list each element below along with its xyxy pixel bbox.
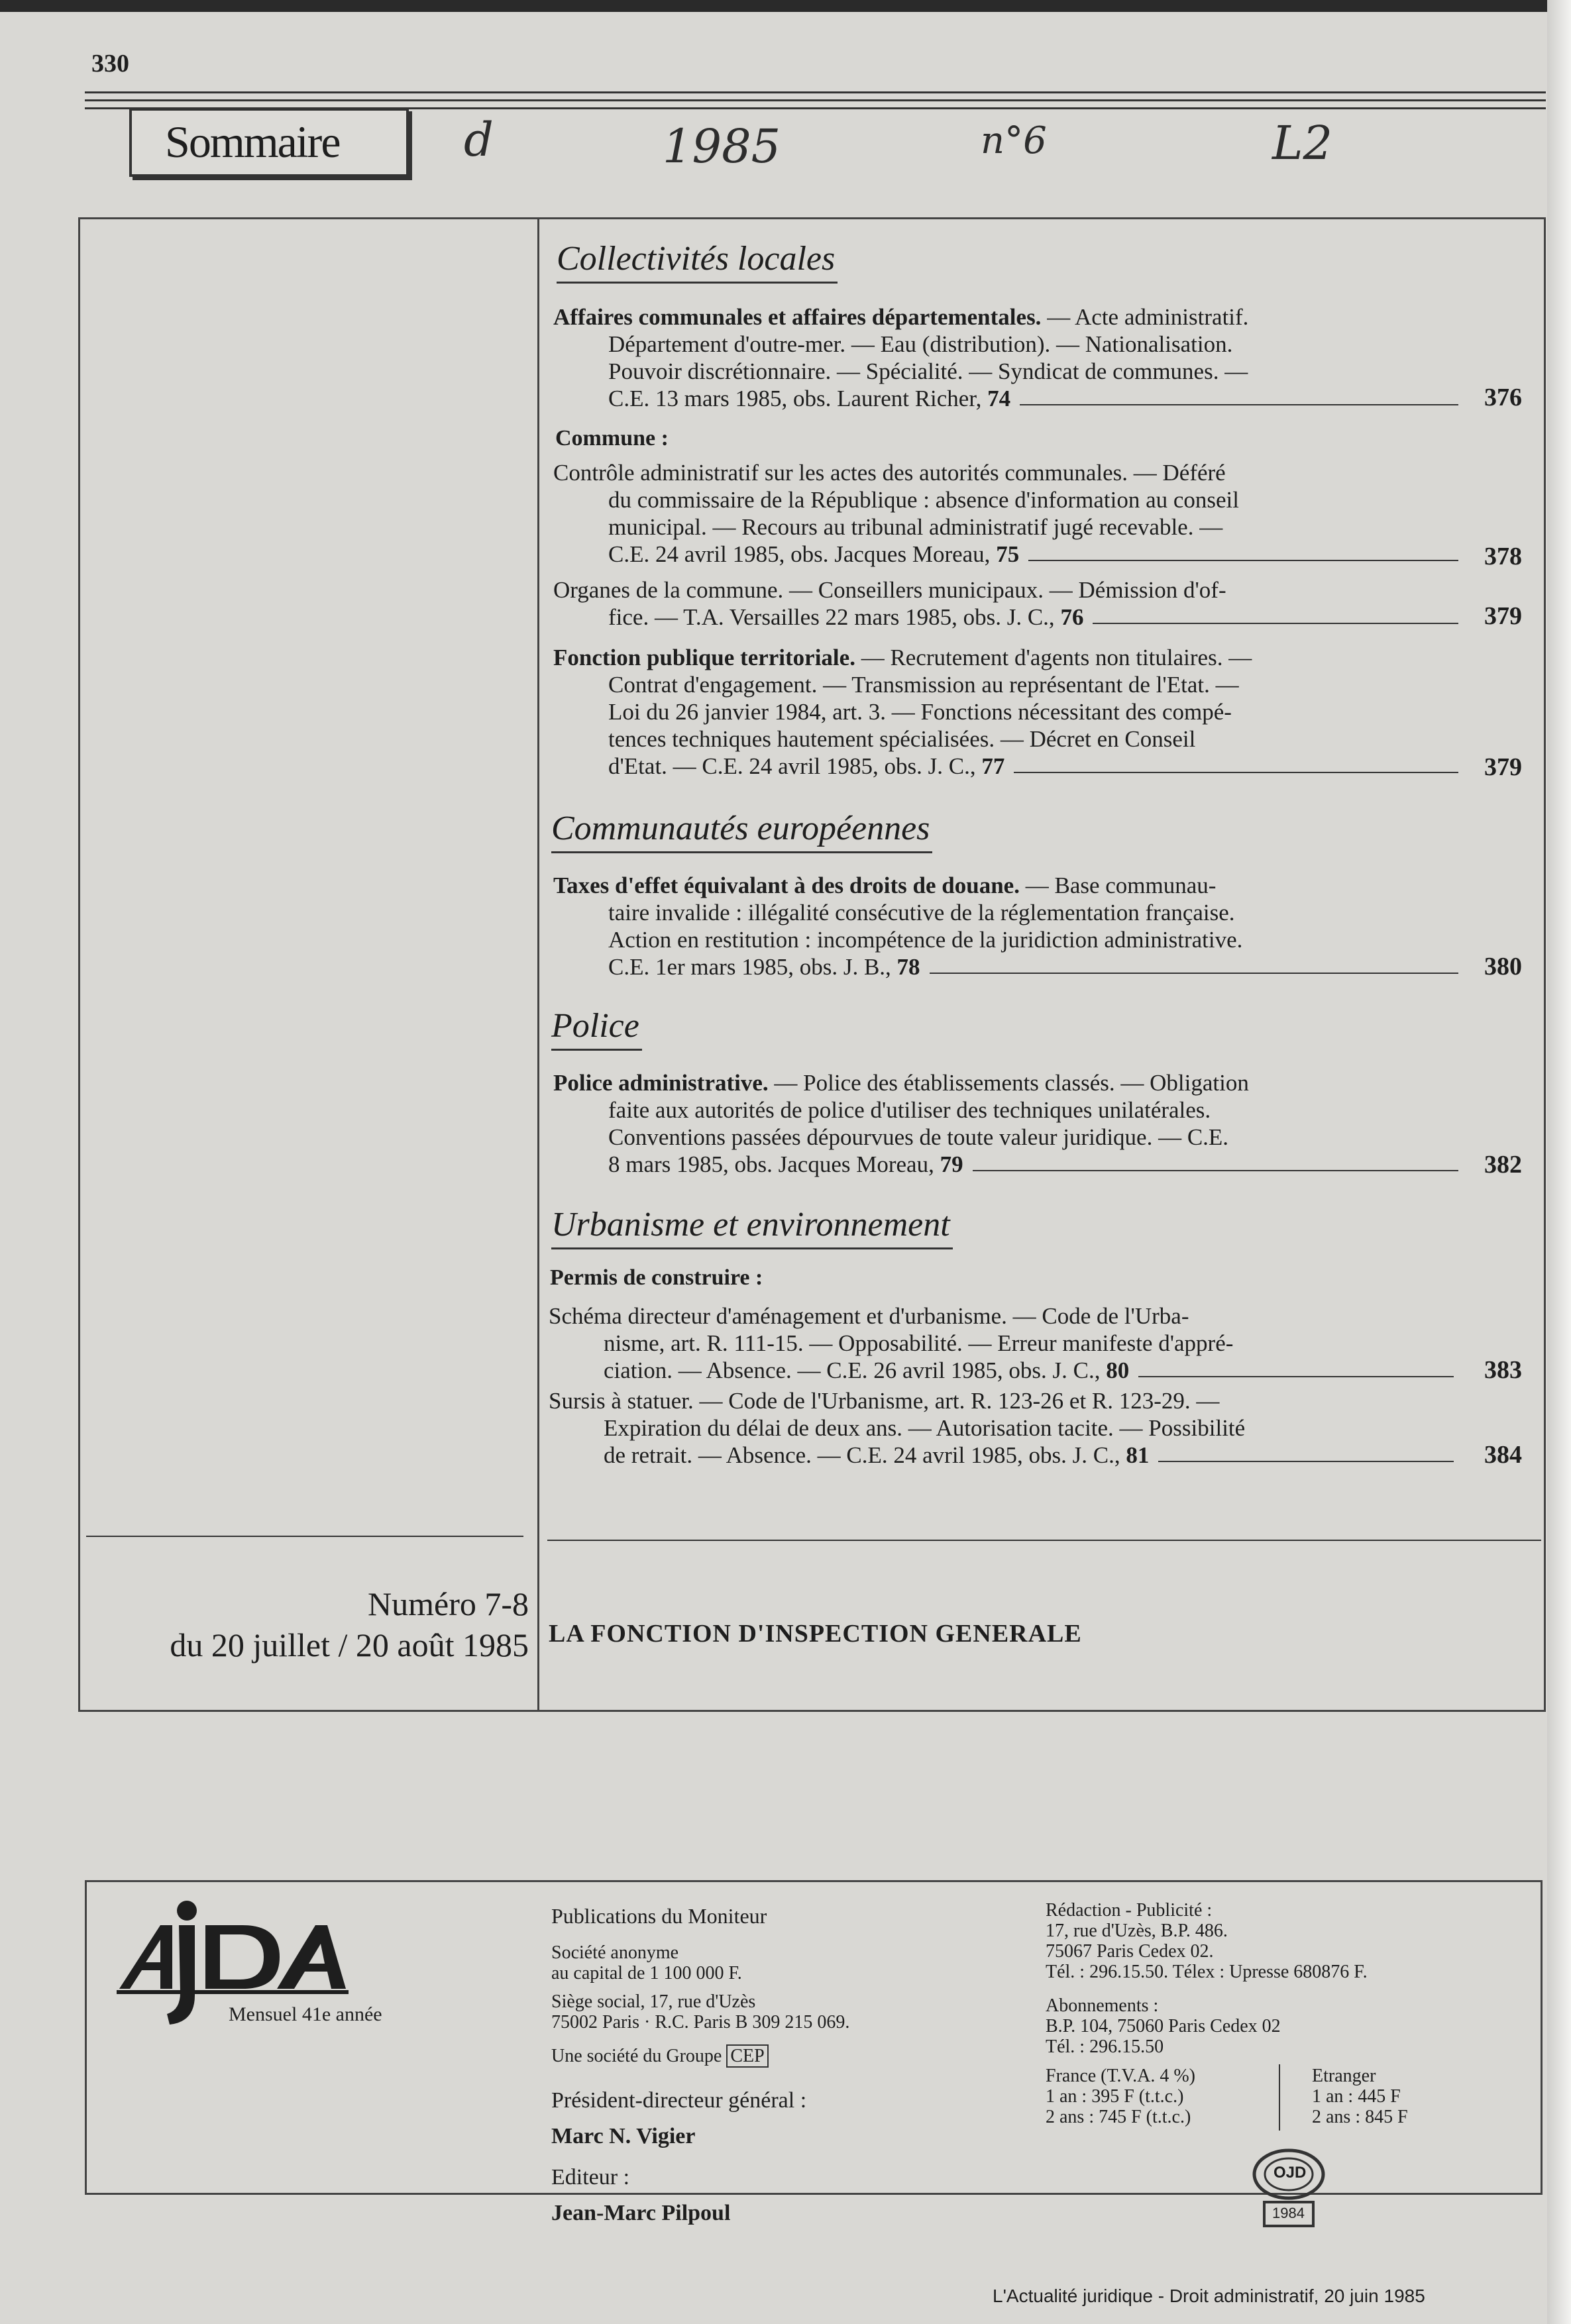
page-ref-383: 383 [1484, 1356, 1522, 1384]
societe-block: Société anonyme au capital de 1 100 000 F. [551, 1942, 742, 1983]
entry-78: Taxes d'effet équivalant à des droits de douane. — Base communau- taire invalide : illégalité consécutive de la réglementation française. Action en restitution : incompétence de la juridiction administrative. C.E. 1er mars 1985, obs. J. B., 78 [553, 872, 1468, 980]
top-scan-edge [0, 0, 1571, 12]
permis-label: Permis de construire : [550, 1265, 763, 1290]
left-bottom-rule [86, 1536, 523, 1537]
siege-block: Siège social, 17, rue d'Uzès 75002 Paris · R.C. Paris B 309 215 069. [551, 1991, 850, 2033]
handwriting-3: n°6 [981, 119, 1047, 162]
abonnements-block: Abonnements : B.P. 104, 75060 Paris Cedex 02 Tél. : 296.15.50 [1046, 1995, 1281, 2057]
page-number: 330 [91, 50, 129, 78]
ojd-seal-text: OJD [1273, 2164, 1307, 2182]
issue-dates: du 20 juillet / 20 août 1985 [170, 1626, 529, 1664]
ojd-seal-year: 1984 [1272, 2205, 1305, 2221]
column-divider [537, 217, 539, 1712]
section-title-communautes: Communautés européennes [551, 810, 932, 853]
publisher: Publications du Moniteur [551, 1904, 767, 1928]
ojd-seal [1239, 2145, 1338, 2231]
section-title-urbanisme: Urbanisme et environnement [551, 1206, 953, 1249]
issue-info [78, 1583, 529, 1665]
page-ref-379a: 379 [1484, 602, 1522, 630]
page-ref-380: 380 [1484, 953, 1522, 980]
handwriting-2: 1985 [663, 119, 781, 174]
editeur-name: Jean-Marc Pilpoul [551, 2201, 731, 2225]
cep-badge: CEP [726, 2044, 768, 2068]
page-ref-378: 378 [1484, 543, 1522, 570]
handwriting-1: d [464, 113, 494, 167]
issue-theme: LA FONCTION D'INSPECTION GENERALE [549, 1620, 1082, 1648]
tarifs-france: France (T.V.A. 4 %) 1 an : 395 F (t.t.c.) 2 ans : 745 F (t.t.c.) [1046, 2066, 1196, 2127]
handwriting-4: L2 [1272, 116, 1333, 170]
entry-77: Fonction publique territoriale. — Recrutement d'agents non titulaires. — Contrat d'engagement. — Transmission au représentant de l'Etat. — Loi du 26 janvier 1984, art. 3. — Fonctions nécessitant des compé- tences techniques hautement spécialisées. — Décret en Conseil d'Etat. — C.E. 24 avril 1985, obs. J. C., 77 [553, 644, 1468, 780]
entry-75: Contrôle administratif sur les actes des autorités communales. — Déféré du commissaire de la République : absence d'information au conseil municipal. — Recours au tribunal administratif jugé recevable. — C.E. 24 avril 1985, obs. Jacques Moreau, 75 [553, 459, 1468, 568]
header-rule-2 [85, 99, 1546, 101]
entry-81: Sursis à statuer. — Code de l'Urbanisme, art. R. 123-26 et R. 123-29. — Expiration du délai de deux ans. — Autorisation tacite. — Possibilité de retrait. — Absence. — C.E. 24 avril 1985, obs. J. C., 81 [549, 1387, 1463, 1469]
entry-80: Schéma directeur d'aménagement et d'urbanisme. — Code de l'Urba- nisme, art. R. 111-15. — Opposabilité. — Erreur manifeste d'appré- ciation. — Absence. — C.E. 26 avril 1985, obs. J. C., 80 [549, 1302, 1463, 1384]
entry-76: Organes de la commune. — Conseillers municipaux. — Démission d'of- fice. — T.A. Versailles 22 mars 1985, obs. J. C., 76 [553, 576, 1468, 631]
page-ref-384: 384 [1484, 1441, 1522, 1469]
redaction-block: Rédaction - Publicité : 17, rue d'Uzès, B.P. 486. 75067 Paris Cedex 02. Tél. : 296.15.50. Télex : Upresse 680876 F. [1046, 1900, 1368, 1982]
page-ref-376: 376 [1484, 384, 1522, 411]
right-bottom-rule [547, 1540, 1541, 1541]
pdg-label: Président-directeur général : [551, 2088, 807, 2113]
sommaire-title: Sommaire [165, 117, 340, 167]
page-ref-382: 382 [1484, 1151, 1522, 1179]
section-title-collectivites: Collectivités locales [557, 240, 838, 284]
header-rule-1 [85, 91, 1546, 93]
page-ref-379b: 379 [1484, 753, 1522, 781]
tarifs-divider [1279, 2064, 1280, 2131]
editeur-label: Editeur : [551, 2165, 630, 2190]
section-title-police: Police [551, 1007, 642, 1051]
entry-74: Affaires communales et affaires départementales. — Acte administratif. Département d'outre-mer. — Eau (distribution). — Nationalisation. Pouvoir discrétionnaire. — Spécialité. — Syndicat de communes. — C.E. 13 mars 1985, obs. Laurent Richer, 74 [553, 303, 1468, 412]
tarifs-etranger: Etranger 1 an : 445 F 2 ans : 845 F [1312, 2066, 1408, 2127]
issue-number: Numéro 7-8 [368, 1585, 529, 1622]
entry-79: Police administrative. — Police des établissements classés. — Obligation faite aux autorités de police d'utiliser des techniques unilatérales. Conventions passées dépourvues de toute valeur juridique. — C.E. 8 mars 1985, obs. Jacques Moreau, 79 [553, 1069, 1468, 1178]
mensuel-label: Mensuel 41e année [229, 2003, 382, 2025]
right-scan-edge [1547, 0, 1571, 2324]
sommaire-title-box [129, 108, 409, 177]
groupe-line: Une société du Groupe CEP [551, 2046, 769, 2066]
commune-label: Commune : [555, 426, 669, 450]
pdg-name: Marc N. Vigier [551, 2124, 696, 2148]
page-footer: L'Actualité juridique - Droit administratif, 20 juin 1985 [993, 2286, 1425, 2306]
